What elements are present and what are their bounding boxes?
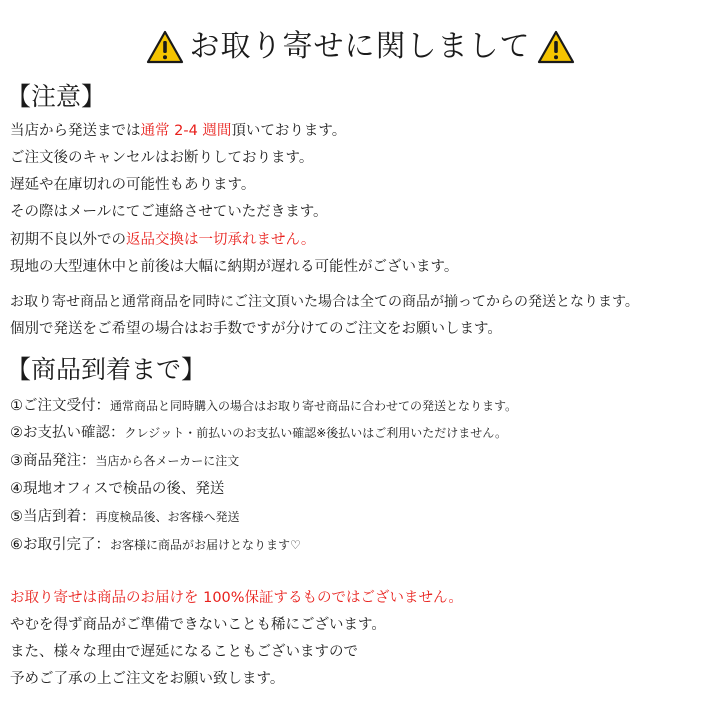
notice-line-7: お取り寄せ商品と通常商品を同時にご注文頂いた場合は全ての商品が揃ってからの発送となります。 (10, 294, 639, 310)
arrival-heading: 【商品到着まで】 (6, 355, 207, 384)
notice-line-2: ご注文後のキャンセルはお断りしております。 (10, 150, 314, 166)
step-4 (10, 480, 224, 497)
notice-line-1-a: 当店から発送までは (10, 123, 141, 139)
step-3-head: ③商品発注： (10, 453, 96, 469)
notice-line-4: その際はメールにてご連絡させていただきます。 (10, 204, 328, 220)
notice-line-6: 現地の大型連休中と前後は大幅に納期が遅れる可能性がございます。 (10, 259, 459, 275)
step-3 (10, 452, 239, 469)
footer-line-3: また、様々な理由で遅延になることもございますので (10, 644, 358, 660)
step-3-body: 当店から各メーカーに注文 (95, 454, 240, 468)
notice-line-5 (10, 233, 315, 248)
step-2 (10, 424, 507, 441)
step-2-body: クレジット・前払いのお支払い確認※後払いはご利用いただけません。 (124, 426, 507, 440)
notice-line-3: 遅延や在庫切れの可能性もあります。 (10, 177, 256, 193)
page-title: お取り寄せに関しまして (189, 29, 531, 64)
step-6 (10, 536, 301, 553)
notice-line-8: 個別で発送をご希望の場合はお手数ですが分けてのご注文をお願いします。 (10, 321, 502, 337)
warning-icon (146, 30, 184, 64)
step-2-head: ②お支払い確認： (10, 425, 125, 441)
step-4-head: ④現地オフィスで検品の後、発送 (10, 481, 225, 497)
notice-line-5-a: 初期不良以外での (10, 232, 126, 248)
step-1-body: 通常商品と同時購入の場合はお取り寄せ商品に合わせての発送となります。 (110, 399, 518, 413)
step-5-body: 再度検品後、お客様へ発送 (95, 510, 240, 524)
step-5-head: ⑤当店到着： (10, 509, 96, 525)
notice-heading: 【注意】 (6, 82, 107, 111)
footer-line-2: やむを得ず商品がご準備できないことも稀にございます。 (10, 617, 386, 633)
title-row (0, 22, 720, 72)
step-6-body: お客様に商品がお届けとなります♡ (110, 538, 301, 552)
step-1-head: ①ご注文受付： (10, 398, 110, 414)
step-6-head: ⑥お取引完了： (10, 537, 110, 553)
notice-line-1-b: 通常 2-4 週間 (140, 123, 232, 139)
notice-line-1 (10, 124, 346, 139)
footer-line-4: 予めご了承の上ご注文をお願い致します。 (10, 671, 285, 687)
notice-line-1-c: 頂いております。 (231, 123, 347, 139)
warning-icon (537, 30, 575, 64)
footer-line-1: お取り寄せは商品のお届けを 100%保証するものではございません。 (10, 590, 463, 606)
step-1 (10, 397, 517, 414)
step-5 (10, 508, 240, 525)
notice-line-5-b: 返品交換は一切承れません。 (126, 232, 316, 248)
